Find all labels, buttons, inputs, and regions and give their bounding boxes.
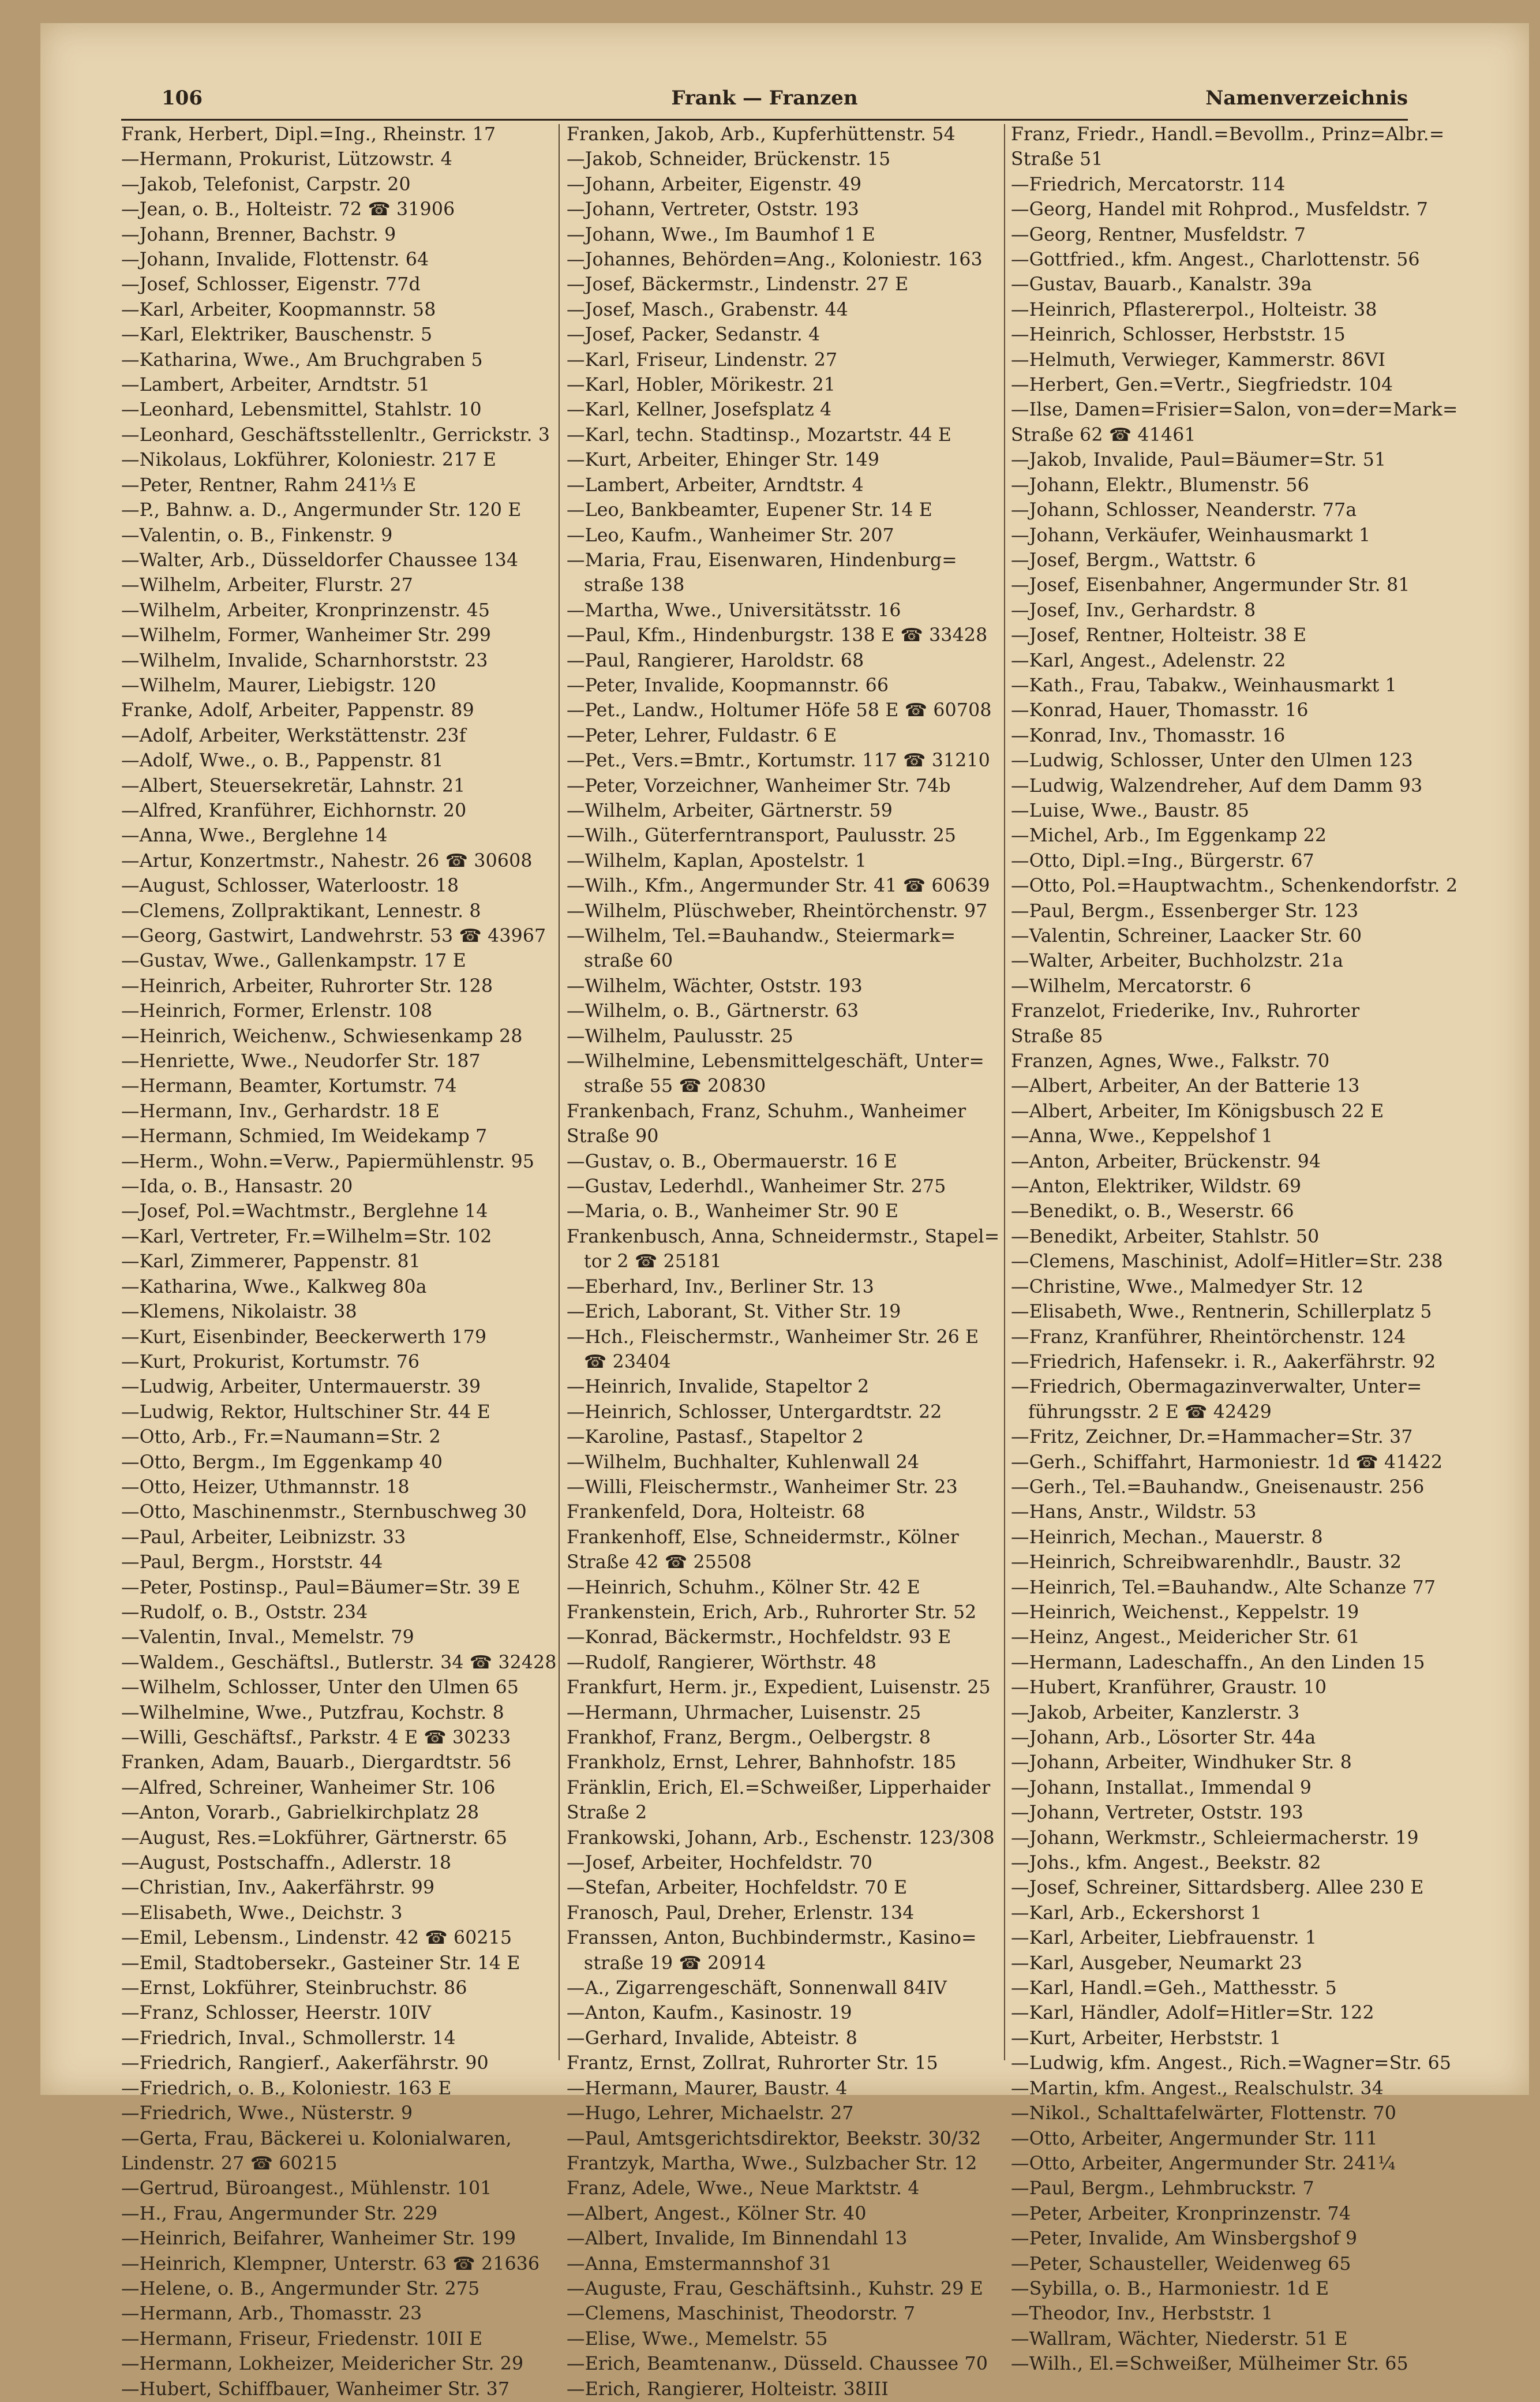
directory-entry: —Heinrich, Former, Erlenstr. 108 — [121, 1001, 433, 1022]
directory-entry: —Peter, Lehrer, Fuldastr. 6 E — [567, 725, 837, 746]
directory-entry: —Johann, Invalide, Flottenstr. 64 — [121, 249, 429, 271]
directory-entry: —Wilhelm, o. B., Gärtnerstr. 63 — [567, 1001, 859, 1022]
directory-entry: —Karoline, Pastasf., Stapeltor 2 — [567, 1427, 864, 1448]
directory-entry: —Michel, Arb., Im Eggenkamp 22 — [1011, 825, 1327, 847]
directory-entry: —Valentin, o. B., Finkenstr. 9 — [121, 525, 393, 546]
directory-entry: —Hermann, Beamter, Kortumstr. 74 — [121, 1076, 457, 1097]
directory-entry: —Karl, Arbeiter, Koopmannstr. 58 — [121, 299, 436, 320]
directory-entry: —Kath., Frau, Tabakw., Weinhausmarkt 1 — [1011, 675, 1397, 696]
directory-entry: Franosch, Paul, Dreher, Erlenstr. 134 — [567, 1902, 915, 1924]
directory-entry: —Kurt, Prokurist, Kortumstr. 76 — [121, 1351, 420, 1372]
directory-entry: —Maria, Frau, Eisenwaren, Hindenburg= — [567, 549, 957, 571]
directory-entry: —Clemens, Zollpraktikant, Lennestr. 8 — [121, 900, 481, 922]
directory-entry: Frantz, Ernst, Zollrat, Ruhrorter Str. 15 — [567, 2053, 938, 2074]
directory-entry: —Otto, Maschinenmstr., Sternbuschweg 30 — [121, 1502, 527, 1523]
directory-entry: straße 138 — [584, 575, 685, 596]
directory-entry: Franssen, Anton, Buchbindermstr., Kasino= — [567, 1928, 977, 1949]
directory-entry: —Heinrich, Schreibwarenhdlr., Baustr. 32 — [1011, 1552, 1402, 1573]
directory-entry: —Josef, Schlosser, Eigenstr. 77d — [121, 274, 421, 295]
directory-entry: —Jakob, Arbeiter, Kanzlerstr. 3 — [1011, 1702, 1300, 1723]
directory-entry: Franz, Adele, Wwe., Neue Marktstr. 4 — [567, 2178, 920, 2199]
directory-entry: —Emil, Lebensm., Lindenstr. 42 ☎ 60215 — [121, 1928, 512, 1949]
directory-entry: —Valentin, Schreiner, Laacker Str. 60 — [1011, 926, 1362, 946]
directory-entry: —Ilse, Damen=Frisier=Salon, von=der=Mark= — [1011, 399, 1458, 421]
directory-entry: —A., Zigarrengeschäft, Sonnenwall 84IV — [567, 1978, 947, 1999]
directory-column-2 — [567, 122, 1001, 2400]
directory-entry: —Heinrich, Mechan., Mauerstr. 8 — [1011, 1526, 1323, 1548]
directory-entry: Fränklin, Erich, El.=Schweißer, Lipperhaider — [567, 1777, 991, 1798]
directory-entry: —Paul, Amtsgerichtsdirektor, Beekstr. 30/32 — [567, 2128, 981, 2149]
directory-entry: straße 19 ☎ 20914 — [584, 1952, 766, 1974]
directory-entry: —Gertrud, Büroangest., Mühlenstr. 101 — [121, 2178, 492, 2199]
directory-entry: —Anton, Elektriker, Wildstr. 69 — [1011, 1176, 1302, 1198]
directory-entry: —August, Schlosser, Waterloostr. 18 — [121, 876, 459, 897]
directory-entry: —Paul, Rangierer, Haroldstr. 68 — [567, 650, 864, 671]
directory-entry: —Johann, Schlosser, Neanderstr. 77a — [1011, 500, 1357, 521]
directory-entry: —Emil, Stadtobersekr., Gasteiner Str. 14 E — [121, 1952, 520, 1974]
directory-entry: Franzelot, Friederike, Inv., Ruhrorter — [1011, 1001, 1360, 1022]
directory-entry: —Leo, Kaufm., Wanheimer Str. 207 — [567, 525, 894, 546]
directory-entry: —Karl, techn. Stadtinsp., Mozartstr. 44 E — [567, 424, 952, 446]
directory-entry: —Wilh., Güterferntransport, Paulusstr. 25 — [567, 825, 957, 847]
directory-entry: —Anton, Vorarb., Gabrielkirchplatz 28 — [121, 1802, 479, 1824]
directory-entry: —Heinrich, Schuhm., Kölner Str. 42 E — [567, 1577, 920, 1598]
directory-entry: Frankenhoff, Else, Schneidermstr., Kölner — [567, 1526, 959, 1548]
directory-entry: —Albert, Invalide, Im Binnendahl 13 — [567, 2228, 908, 2250]
directory-entry: —Waldem., Geschäftsl., Butlerstr. 34 ☎ 32428 — [121, 1652, 557, 1673]
directory-entry: Frankowski, Johann, Arb., Eschenstr. 123/308 — [567, 1827, 995, 1849]
page-header — [121, 87, 1408, 119]
directory-entry: —Johann, Verkäufer, Weinhausmarkt 1 — [1011, 525, 1371, 546]
directory-entry: —Anton, Kaufm., Kasinostr. 19 — [567, 2003, 852, 2024]
directory-entry: —Friedrich, Mercatorstr. 114 — [1011, 174, 1286, 195]
directory-entry: —Martha, Wwe., Universitätsstr. 16 — [567, 600, 901, 621]
directory-entry: —Theodor, Inv., Herbststr. 1 — [1011, 2303, 1273, 2325]
directory-entry: —Karl, Kellner, Josefsplatz 4 — [567, 399, 832, 421]
directory-entry: —Wilhelmine, Lebensmittelgeschäft, Unter= — [567, 1051, 984, 1072]
directory-entry: —Karl, Arbeiter, Liebfrauenstr. 1 — [1011, 1928, 1317, 1949]
directory-entry: —Artur, Konzertmstr., Nahestr. 26 ☎ 30608 — [121, 850, 533, 871]
directory-entry: —Karl, Händler, Adolf=Hitler=Str. 122 — [1011, 2003, 1374, 2024]
directory-entry: —Josef, Inv., Gerhardstr. 8 — [1011, 600, 1256, 621]
directory-entry: —Karl, Zimmerer, Pappenstr. 81 — [121, 1251, 421, 1273]
directory-entry: —Wilhelm, Former, Wanheimer Str. 299 — [121, 625, 492, 646]
directory-entry: —Wilhelm, Paulusstr. 25 — [567, 1026, 793, 1047]
directory-entry: —Heinrich, Arbeiter, Ruhrorter Str. 128 — [121, 975, 493, 997]
directory-entry: —Ludwig, Rektor, Hultschiner Str. 44 E — [121, 1401, 490, 1423]
directory-entry: —Konrad, Inv., Thomasstr. 16 — [1011, 725, 1286, 746]
directory-entry: —Hermann, Inv., Gerhardstr. 18 E — [121, 1101, 440, 1122]
directory-entry: —Maria, o. B., Wanheimer Str. 90 E — [567, 1201, 899, 1222]
directory-entry: —Walter, Arbeiter, Buchholzstr. 21a — [1011, 951, 1344, 972]
directory-entry: —Peter, Invalide, Am Winsbergshof 9 — [1011, 2228, 1358, 2250]
directory-entry: —Johann, Wwe., Im Baumhof 1 E — [567, 224, 875, 245]
directory-entry: —H., Frau, Angermunder Str. 229 — [121, 2203, 438, 2224]
directory-entry: —Wilh., Kfm., Angermunder Str. 41 ☎ 60639 — [567, 876, 990, 897]
directory-entry: —Wilhelm, Arbeiter, Kronprinzenstr. 45 — [121, 600, 490, 621]
directory-entry: —Konrad, Bäckermstr., Hochfeldstr. 93 E — [567, 1627, 951, 1648]
directory-entry: —Gottfried., kfm. Angest., Charlottenstr. 56 — [1011, 249, 1420, 271]
directory-entry: —Jakob, Schneider, Brückenstr. 15 — [567, 149, 891, 170]
directory-entry: ☎ 23404 — [584, 1351, 671, 1372]
directory-entry: —Albert, Angest., Kölner Str. 40 — [567, 2203, 867, 2224]
directory-entry: —Johannes, Behörden=Ang., Koloniestr. 163 — [567, 249, 983, 271]
directory-entry: tor 2 ☎ 25181 — [584, 1251, 722, 1273]
directory-entry: —Karl, Friseur, Lindenstr. 27 — [567, 349, 838, 371]
directory-entry: —Ludwig, kfm. Angest., Rich.=Wagner=Str. 65 — [1011, 2053, 1452, 2074]
directory-entry: —Leo, Bankbeamter, Eupener Str. 14 E — [567, 500, 932, 521]
directory-entry: —Jean, o. B., Holteistr. 72 ☎ 31906 — [121, 199, 455, 220]
directory-entry: —Wilhelm, Invalide, Scharnhorststr. 23 — [121, 650, 488, 671]
directory-entry: —Fritz, Zeichner, Dr.=Hammacher=Str. 37 — [1011, 1427, 1413, 1448]
directory-entry: —Paul, Kfm., Hindenburgstr. 138 E ☎ 33428 — [567, 625, 988, 646]
directory-entry: —Herm., Wohn.=Verw., Papiermühlenstr. 95 — [121, 1151, 535, 1172]
directory-entry: —Friedrich, Hafensekr. i. R., Aakerfährstr. 92 — [1011, 1351, 1436, 1372]
directory-entry: —Paul, Arbeiter, Leibnizstr. 33 — [121, 1526, 406, 1548]
directory-entry: —Helmuth, Verwieger, Kammerstr. 86VI — [1011, 349, 1386, 371]
directory-entry: —Hans, Anstr., Wildstr. 53 — [1011, 1502, 1257, 1523]
directory-entry: —Eberhard, Inv., Berliner Str. 13 — [567, 1276, 875, 1297]
directory-entry: —Albert, Arbeiter, An der Batterie 13 — [1011, 1076, 1360, 1097]
directory-entry: —Johann, Brenner, Bachstr. 9 — [121, 224, 396, 245]
directory-entry: —Johann, Vertreter, Oststr. 193 — [1011, 1802, 1304, 1824]
directory-entry: —Katharina, Wwe., Am Bruchgraben 5 — [121, 349, 483, 371]
directory-entry: —Otto, Heizer, Uthmannstr. 18 — [121, 1476, 410, 1498]
directory-entry: —Johann, Werkmstr., Schleiermacherstr. 19 — [1011, 1827, 1419, 1849]
directory-entry: Straße 90 — [567, 1126, 659, 1147]
directory-entry: —Konrad, Hauer, Thomasstr. 16 — [1011, 700, 1309, 721]
section-title: Namenverzeichnis — [1205, 87, 1408, 110]
directory-entry: —Herbert, Gen.=Vertr., Siegfriedstr. 104 — [1011, 375, 1393, 396]
directory-entry: —Gustav, Bauarb., Kanalstr. 39a — [1011, 274, 1312, 295]
directory-entry: —Josef, Arbeiter, Hochfeldstr. 70 — [567, 1853, 873, 1874]
directory-entry: —Willi, Geschäftsf., Parkstr. 4 E ☎ 30233 — [121, 1727, 511, 1748]
directory-entry: —Clemens, Maschinist, Adolf=Hitler=Str. 238 — [1011, 1251, 1443, 1273]
directory-entry: —Martin, kfm. Angest., Realschulstr. 34 — [1011, 2078, 1384, 2099]
directory-entry: —Gustav, Wwe., Gallenkampstr. 17 E — [121, 951, 466, 972]
directory-entry: —Anna, Emstermannshof 31 — [567, 2253, 833, 2274]
directory-entry: —Benedikt, o. B., Weserstr. 66 — [1011, 1201, 1294, 1222]
directory-entry: —Wallram, Wächter, Niederstr. 51 E — [1011, 2328, 1348, 2349]
directory-entry: —Peter, Vorzeichner, Wanheimer Str. 74b — [567, 775, 951, 796]
directory-entry: —Wilhelm, Arbeiter, Flurstr. 27 — [121, 575, 413, 596]
directory-entry: —Wilhelm, Arbeiter, Gärtnerstr. 59 — [567, 800, 893, 821]
directory-entry: —Wilhelmine, Wwe., Putzfrau, Kochstr. 8 — [121, 1702, 504, 1723]
directory-entry: —Willi, Fleischermstr., Wanheimer Str. 23 — [567, 1476, 958, 1498]
directory-entry: —August, Postschaffn., Adlerstr. 18 — [121, 1853, 452, 1874]
directory-entry: —Heinrich, Klempner, Unterstr. 63 ☎ 21636 — [121, 2253, 540, 2274]
directory-entry: —Helene, o. B., Angermunder Str. 275 — [121, 2278, 480, 2299]
directory-entry: —Kurt, Eisenbinder, Beeckerwerth 179 — [121, 1326, 487, 1348]
directory-entry: —Georg, Rentner, Musfeldstr. 7 — [1011, 224, 1306, 245]
directory-entry: Frankenstein, Erich, Arb., Ruhrorter Str. 52 — [567, 1602, 977, 1623]
page-number: 106 — [162, 87, 203, 110]
directory-entry: —Ludwig, Schlosser, Unter den Ulmen 123 — [1011, 750, 1413, 772]
directory-entry: —Gustav, o. B., Obermauerstr. 16 E — [567, 1151, 897, 1172]
directory-entry: —Johann, Vertreter, Oststr. 193 — [567, 199, 860, 220]
directory-entry: Franz, Friedr., Handl.=Bevollm., Prinz=Albr.= — [1011, 124, 1445, 145]
directory-entry: —Otto, Dipl.=Ing., Bürgerstr. 67 — [1011, 850, 1314, 871]
directory-entry: —Karl, Elektriker, Bauschenstr. 5 — [121, 324, 433, 346]
directory-entry: —Otto, Arb., Fr.=Naumann=Str. 2 — [121, 1427, 441, 1448]
directory-entry: —Peter, Postinsp., Paul=Bäumer=Str. 39 E — [121, 1577, 520, 1598]
directory-entry: —Johann, Elektr., Blumenstr. 56 — [1011, 474, 1309, 496]
directory-entry: —Hermann, Uhrmacher, Luisenstr. 25 — [567, 1702, 921, 1723]
directory-entry: —Adolf, Arbeiter, Werkstättenstr. 23f — [121, 725, 466, 746]
directory-entry: —Heinrich, Beifahrer, Wanheimer Str. 199 — [121, 2228, 516, 2250]
directory-entry: —Lambert, Arbeiter, Arndtstr. 51 — [121, 375, 430, 396]
directory-entry: —Josef, Masch., Grabenstr. 44 — [567, 299, 849, 320]
directory-entry: —Friedrich, o. B., Koloniestr. 163 E — [121, 2078, 452, 2099]
directory-entry: —Elisabeth, Wwe., Rentnerin, Schillerplatz 5 — [1011, 1301, 1432, 1323]
directory-column-3 — [1011, 122, 1458, 2375]
directory-entry: —Heinrich, Schlosser, Herbststr. 15 — [1011, 324, 1346, 346]
directory-entry: —Pet., Vers.=Bmtr., Kortumstr. 117 ☎ 31210 — [567, 750, 991, 772]
directory-entry: —Friedrich, Obermagazinverwalter, Unter= — [1011, 1376, 1422, 1398]
directory-entry: —Christine, Wwe., Malmedyer Str. 12 — [1011, 1276, 1364, 1297]
directory-entry: —Karl, Hobler, Mörikestr. 21 — [567, 375, 836, 396]
directory-entry: —Karl, Arb., Eckershorst 1 — [1011, 1902, 1262, 1924]
directory-entry: —Otto, Pol.=Hauptwachtm., Schenkendorfstr. 2 — [1011, 876, 1458, 897]
directory-entry: —Karl, Ausgeber, Neumarkt 23 — [1011, 1952, 1303, 1974]
directory-entry: —Johs., kfm. Angest., Beekstr. 82 — [1011, 1853, 1321, 1874]
directory-entry: —Gerh., Schiffahrt, Harmoniestr. 1d ☎ 41422 — [1011, 1451, 1443, 1473]
directory-entry: Straße 2 — [567, 1802, 647, 1824]
directory-entry: —Nikol., Schalttafelwärter, Flottenstr. 70 — [1011, 2103, 1396, 2124]
column-divider — [559, 124, 560, 2060]
directory-entry: —Johann, Arbeiter, Eigenstr. 49 — [567, 174, 862, 195]
directory-entry: führungsstr. 2 E ☎ 42429 — [1028, 1401, 1272, 1423]
directory-entry: —Ida, o. B., Hansastr. 20 — [121, 1176, 353, 1198]
directory-entry: —Hermann, Lokheizer, Meidericher Str. 29 — [121, 2354, 524, 2375]
directory-entry: Straße 51 — [1011, 149, 1103, 170]
directory-entry: —Benedikt, Arbeiter, Stahlstr. 50 — [1011, 1226, 1320, 1247]
directory-entry: —Gerta, Frau, Bäckerei u. Kolonialwaren, — [121, 2128, 512, 2149]
directory-entry: —Christian, Inv., Aakerfährstr. 99 — [121, 1877, 435, 1899]
directory-entry: Straße 62 ☎ 41461 — [1011, 424, 1196, 446]
directory-entry: Franken, Adam, Bauarb., Diergardtstr. 56 — [121, 1752, 512, 1774]
directory-entry: —Ludwig, Arbeiter, Untermauerstr. 39 — [121, 1376, 481, 1398]
directory-entry: —Sybilla, o. B., Harmoniestr. 1d E — [1011, 2278, 1329, 2299]
directory-entry: —Peter, Arbeiter, Kronprinzenstr. 74 — [1011, 2203, 1351, 2224]
directory-entry: —Alfred, Schreiner, Wanheimer Str. 106 — [121, 1777, 496, 1798]
directory-entry: —Gustav, Lederhdl., Wanheimer Str. 275 — [567, 1176, 946, 1198]
directory-entry: —Elise, Wwe., Memelstr. 55 — [567, 2328, 828, 2349]
directory-entry: —Hch., Fleischermstr., Wanheimer Str. 26 E — [567, 1326, 979, 1348]
directory-entry: —Katharina, Wwe., Kalkweg 80a — [121, 1276, 427, 1297]
directory-entry: —Franz, Kranführer, Rheintörchenstr. 124 — [1011, 1326, 1406, 1348]
directory-entry: —Kurt, Arbeiter, Herbststr. 1 — [1011, 2027, 1282, 2049]
directory-entry: —Albert, Steuersekretär, Lahnstr. 21 — [121, 775, 466, 796]
directory-entry: —Luise, Wwe., Baustr. 85 — [1011, 800, 1250, 821]
directory-entry: —Friedrich, Rangierf., Aakerfährstr. 90 — [121, 2053, 489, 2074]
directory-entry: —Otto, Bergm., Im Eggenkamp 40 — [121, 1451, 443, 1473]
directory-entry: —Hermann, Ladeschaffn., An den Linden 15 — [1011, 1652, 1425, 1673]
directory-entry: —Johann, Arb., Lösorter Str. 44a — [1011, 1727, 1316, 1748]
directory-entry: —Georg, Gastwirt, Landwehrstr. 53 ☎ 43967 — [121, 926, 546, 946]
directory-entry: —Hubert, Schiffbauer, Wanheimer Str. 37 — [121, 2378, 510, 2400]
directory-entry: —Adolf, Wwe., o. B., Pappenstr. 81 — [121, 750, 444, 772]
directory-entry: —Josef, Pol.=Wachtmstr., Berglehne 14 — [121, 1201, 488, 1222]
directory-entry: —Valentin, Inval., Memelstr. 79 — [121, 1627, 414, 1648]
directory-entry: —Josef, Bergm., Wattstr. 6 — [1011, 549, 1256, 571]
directory-entry: —Heinrich, Tel.=Bauhandw., Alte Schanze 77 — [1011, 1577, 1436, 1598]
directory-entry: —Stefan, Arbeiter, Hochfeldstr. 70 E — [567, 1877, 908, 1899]
directory-entry: —P., Bahnw. a. D., Angermunder Str. 120 E — [121, 500, 522, 521]
directory-entry: Frankenbach, Franz, Schuhm., Wanheimer — [567, 1101, 966, 1122]
directory-entry: —Heinrich, Schlosser, Untergardtstr. 22 — [567, 1401, 942, 1423]
directory-entry: —Franz, Schlosser, Heerstr. 10IV — [121, 2003, 432, 2024]
directory-entry: —Paul, Bergm., Horststr. 44 — [121, 1552, 383, 1573]
directory-entry: Franke, Adolf, Arbeiter, Pappenstr. 89 — [121, 700, 474, 721]
directory-entry: —Wilhelm, Schlosser, Unter den Ulmen 65 — [121, 1677, 519, 1698]
directory-entry: —Wilhelm, Mercatorstr. 6 — [1011, 975, 1252, 997]
directory-entry: —Jakob, Invalide, Paul=Bäumer=Str. 51 — [1011, 450, 1387, 471]
directory-entry: —Josef, Schreiner, Sittardsberg. Allee 230 E — [1011, 1877, 1424, 1899]
directory-entry: —Clemens, Maschinist, Theodorstr. 7 — [567, 2303, 916, 2325]
directory-entry: —Anton, Arbeiter, Brückenstr. 94 — [1011, 1151, 1321, 1172]
directory-entry: —Leonhard, Lebensmittel, Stahlstr. 10 — [121, 399, 482, 421]
directory-entry: —Kurt, Arbeiter, Ehinger Str. 149 — [567, 450, 880, 471]
directory-entry: —Wilhelm, Tel.=Bauhandw., Steiermark= — [567, 926, 956, 946]
directory-entry: Frankhof, Franz, Bergm., Oelbergstr. 8 — [567, 1727, 931, 1748]
directory-entry: —Hermann, Friseur, Friedenstr. 10II E — [121, 2328, 483, 2349]
directory-column-1 — [121, 122, 557, 2400]
directory-entry: —Otto, Arbeiter, Angermunder Str. 241¼ — [1011, 2153, 1396, 2174]
directory-entry: —Gerh., Tel.=Bauhandw., Gneisenaustr. 256 — [1011, 1476, 1425, 1498]
directory-entry: —Karl, Vertreter, Fr.=Wilhelm=Str. 102 — [121, 1226, 492, 1247]
directory-entry: Frankholz, Ernst, Lehrer, Bahnhofstr. 185 — [567, 1752, 957, 1774]
directory-entry: —Georg, Handel mit Rohprod., Musfeldstr. 7 — [1011, 199, 1429, 220]
directory-entry: —Hermann, Arb., Thomasstr. 23 — [121, 2303, 422, 2325]
directory-entry: —Friedrich, Wwe., Nüsterstr. 9 — [121, 2103, 413, 2124]
directory-entry: —Leonhard, Geschäftsstellenltr., Gerrickstr. 3 — [121, 424, 550, 446]
directory-entry: —Erich, Laborant, St. Vither Str. 19 — [567, 1301, 901, 1323]
directory-entry: Lindenstr. 27 ☎ 60215 — [121, 2153, 338, 2174]
directory-entry: straße 60 — [584, 951, 673, 972]
directory-entry: —Wilhelm, Kaplan, Apostelstr. 1 — [567, 850, 867, 871]
directory-entry: Franken, Jakob, Arb., Kupferhüttenstr. 54 — [567, 124, 956, 145]
directory-entry: —Karl, Handl.=Geh., Matthesstr. 5 — [1011, 1978, 1337, 1999]
directory-entry: —Albert, Arbeiter, Im Königsbusch 22 E — [1011, 1101, 1384, 1122]
directory-entry: Straße 42 ☎ 25508 — [567, 1552, 752, 1573]
directory-entry: —Nikolaus, Lokführer, Koloniestr. 217 E — [121, 450, 497, 471]
directory-entry: Frantzyk, Martha, Wwe., Sulzbacher Str. 12 — [567, 2153, 977, 2174]
directory-entry: —August, Res.=Lokführer, Gärtnerstr. 65 — [121, 1827, 508, 1849]
directory-entry: —Peter, Schausteller, Weidenweg 65 — [1011, 2253, 1351, 2274]
directory-entry: —Otto, Arbeiter, Angermunder Str. 111 — [1011, 2128, 1378, 2149]
directory-entry: —Wilh., El.=Schweißer, Mülheimer Str. 65 — [1011, 2354, 1408, 2375]
directory-entry: —Rudolf, Rangierer, Wörthstr. 48 — [567, 1652, 877, 1673]
directory-entry: —Lambert, Arbeiter, Arndtstr. 4 — [567, 474, 864, 496]
directory-entry: —Friedrich, Inval., Schmollerstr. 14 — [121, 2027, 456, 2049]
directory-entry: —Hugo, Lehrer, Michaelstr. 27 — [567, 2103, 854, 2124]
directory-entry: —Wilhelm, Buchhalter, Kuhlenwall 24 — [567, 1451, 920, 1473]
directory-entry: Frankenbusch, Anna, Schneidermstr., Stapel= — [567, 1226, 1000, 1247]
directory-entry: —Auguste, Frau, Geschäftsinh., Kuhstr. 29 E — [567, 2278, 983, 2299]
directory-entry: —Paul, Bergm., Lehmbruckstr. 7 — [1011, 2178, 1314, 2199]
directory-entry: —Rudolf, o. B., Oststr. 234 — [121, 1602, 368, 1623]
directory-entry: —Wilhelm, Wächter, Oststr. 193 — [567, 975, 863, 997]
directory-entry: —Josef, Eisenbahner, Angermunder Str. 81 — [1011, 575, 1410, 596]
directory-entry: —Anna, Wwe., Keppelshof 1 — [1011, 1126, 1273, 1147]
directory-entry: —Ernst, Lokführer, Steinbruchstr. 86 — [121, 1978, 467, 1999]
header-rule — [121, 119, 1408, 121]
directory-entry: Straße 85 — [1011, 1026, 1103, 1047]
directory-entry: —Erich, Rangierer, Holteistr. 38III — [567, 2378, 889, 2400]
directory-entry: —Heinz, Angest., Meidericher Str. 61 — [1011, 1627, 1360, 1648]
directory-entry: —Paul, Bergm., Essenberger Str. 123 — [1011, 900, 1359, 922]
directory-entry: straße 55 ☎ 20830 — [584, 1076, 766, 1097]
directory-entry: —Anna, Wwe., Berglehne 14 — [121, 825, 388, 847]
directory-entry: —Elisabeth, Wwe., Deichstr. 3 — [121, 1902, 403, 1924]
directory-entry: —Henriette, Wwe., Neudorfer Str. 187 — [121, 1051, 481, 1072]
directory-entry: —Klemens, Nikolaistr. 38 — [121, 1301, 357, 1323]
directory-entry: Frank, Herbert, Dipl.=Ing., Rheinstr. 17 — [121, 124, 496, 145]
directory-entry: —Josef, Packer, Sedanstr. 4 — [567, 324, 820, 346]
directory-entry: —Heinrich, Weichenw., Schwiesenkamp 28 — [121, 1026, 523, 1047]
directory-entry: —Erich, Beamtenanw., Düsseld. Chaussee 70 — [567, 2354, 988, 2375]
directory-entry: —Pet., Landw., Holtumer Höfe 58 E ☎ 60708 — [567, 700, 992, 721]
directory-entry: Frankfurt, Herm. jr., Expedient, Luisenstr. 25 — [567, 1677, 991, 1698]
directory-entry: —Hermann, Maurer, Baustr. 4 — [567, 2078, 848, 2099]
directory-entry: Frankenfeld, Dora, Holteistr. 68 — [567, 1502, 865, 1523]
directory-entry: Franzen, Agnes, Wwe., Falkstr. 70 — [1011, 1051, 1330, 1072]
directory-entry: —Karl, Angest., Adelenstr. 22 — [1011, 650, 1286, 671]
column-divider — [1004, 124, 1005, 2060]
directory-entry: —Walter, Arb., Düsseldorfer Chaussee 134 — [121, 549, 519, 571]
directory-entry: —Heinrich, Pflastererpol., Holteistr. 38 — [1011, 299, 1377, 320]
directory-entry: —Hubert, Kranführer, Graustr. 10 — [1011, 1677, 1327, 1698]
directory-entry: —Hermann, Schmied, Im Weidekamp 7 — [121, 1126, 488, 1147]
directory-entry: —Heinrich, Weichenst., Keppelstr. 19 — [1011, 1602, 1359, 1623]
directory-entry: —Alfred, Kranführer, Eichhornstr. 20 — [121, 800, 467, 821]
directory-entry: —Jakob, Telefonist, Carpstr. 20 — [121, 174, 411, 195]
directory-entry: —Heinrich, Invalide, Stapeltor 2 — [567, 1376, 870, 1398]
directory-entry: —Wilhelm, Maurer, Liebigstr. 120 — [121, 675, 437, 696]
directory-entry: —Peter, Rentner, Rahm 241⅓ E — [121, 474, 417, 496]
running-head-range: Frank — Franzen — [671, 87, 858, 110]
directory-entry: —Johann, Installat., Immendal 9 — [1011, 1777, 1312, 1798]
directory-entry: —Josef, Rentner, Holteistr. 38 E — [1011, 625, 1307, 646]
directory-entry: —Gerhard, Invalide, Abteistr. 8 — [567, 2027, 857, 2049]
directory-entry: —Peter, Invalide, Koopmannstr. 66 — [567, 675, 889, 696]
directory-entry: —Johann, Arbeiter, Windhuker Str. 8 — [1011, 1752, 1352, 1774]
directory-entry: —Josef, Bäckermstr., Lindenstr. 27 E — [567, 274, 909, 295]
directory-entry: —Wilhelm, Plüschweber, Rheintörchenstr. 97 — [567, 900, 988, 922]
directory-entry: —Ludwig, Walzendreher, Auf dem Damm 93 — [1011, 775, 1423, 796]
directory-entry: —Hermann, Prokurist, Lützowstr. 4 — [121, 149, 452, 170]
